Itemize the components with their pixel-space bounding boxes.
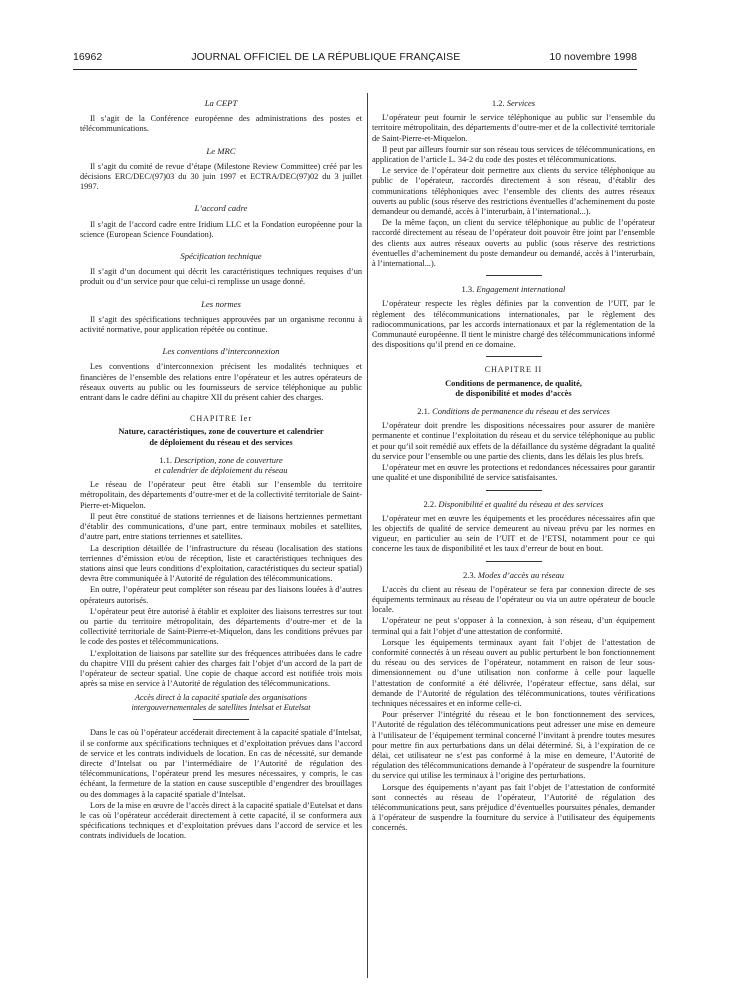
- paragraph: En outre, l’opérateur peut compléter son réseau par des liaisons louées à d’autres opérateurs autorisés.: [80, 585, 362, 605]
- subsection-title: Description, zone de couverture: [174, 454, 283, 465]
- subsection-heading-1-3: [372, 284, 655, 294]
- chapter-title-line: Nature, caractéristiques, zone de couverture et calendrier: [118, 427, 324, 437]
- chapter-title-line: Conditions de permanence, de qualité,: [445, 378, 582, 388]
- section-title-line: Accès direct à la capacité spatiale des organisations: [135, 693, 307, 703]
- section-rule: [486, 490, 542, 491]
- page-number: 16962: [73, 51, 103, 63]
- subsection-title: Services: [506, 98, 536, 108]
- paragraph: Lorsque des équipements n’ayant pas fait l’objet de l’attestation de conformité sont connectés au réseau de l’opérateur, l’Autorité de régulation des télécommunications peut, sans préjudice d’éventuelles poursuites pénales, demander à l’opérateur de suspendre la fourniture du service à l’utilisateur des équipements concernés.: [372, 782, 655, 833]
- subsection-heading-1-1: [80, 455, 362, 475]
- paragraph: L’opérateur peut être autorisé à établir et exploiter des liaisons terrestres sur tout ou partie du territoire métropolitain, des départements d’outre-mer et de la collectivité territoriale de Saint-Pierre-et-Miquelon, dans les conditions prévues par le code des postes et télécommunications.: [80, 606, 362, 647]
- section-title-mrc: Le MRC: [206, 145, 236, 156]
- paragraph: Les conventions d’interconnexion précisent les modalités techniques et financières de l’ensemble des relations entre l’opérateur et les autres opérateurs de réseaux ouverts au public ou les fournisseurs de service téléphonique au public entrant dans le cadre défini au chapitre XII du présent cahier des charges.: [80, 362, 362, 403]
- chapter-title: [372, 379, 655, 399]
- subsection-number: 2.2.: [423, 498, 437, 509]
- paragraph: Pour préserver l’intégrité du réseau et le bon fonctionnement des services, l’Autorité de régulation des télécommunications peut adresser une mise en demeure à l’utilisateur de l’équipement terminal concerné l’invitant à prendre toutes mesures pour mettre fin aux perturbations dans un délai déterminé. Si, à l’expiration de ce délai, cet utilisateur ne s’est pas conformé à la mise en demeure, l’Autorité de régulation des télécommunications demande à l’opérateur de suspendre la fourniture du service qui utilise les terminaux à l’origine des perturbations.: [372, 710, 655, 781]
- subsection-title: et calendrier de déploiement du réseau: [154, 465, 288, 476]
- paragraph: L’exploitation de liaisons par satellite sur des fréquences attribuées dans le cadre du chapitre VIII du présent cahier des charges fait l’objet d’un accord de la part de l’opérateur de secteur spatial. Une copie de chaque accord est notifiée trois mois après sa mise en service à l’Autorité de régulation des télécommunications.: [80, 648, 362, 689]
- section-title-cept: La CEPT: [204, 98, 238, 108]
- section-rule: [486, 561, 542, 562]
- subsection-number: 1.2.: [491, 98, 505, 108]
- subsection-heading-2-2: [372, 499, 655, 509]
- subsection-title: Disponibilité et qualité du réseau et des services: [438, 498, 604, 509]
- chapter-title: [80, 427, 362, 447]
- chapter-label: CHAPITRE Ier: [190, 414, 252, 424]
- header-rule: [73, 69, 637, 70]
- paragraph: Il peut par ailleurs fournir sur son réseau tous services de télécommunications, en application de l’article L. 34-2 du code des postes et télécommunications.: [372, 144, 655, 165]
- paragraph: Dans le cas où l’opérateur accéderait directement à la capacité spatiale d’Intelsat, il se conforme aux spécifications techniques et d’exploitation prévues dans l’accord de service et les contrats individuels de location. En cas de nécessité, sur demande directe d’Intelsat ou par l’intermédiaire de l’Autorité de régulation des télécommunications, l’opérateur prend les mesures nécessaires, y compris, le cas échéant, la fermeture de la station en cause susceptible d’engendrer des brouillages ou des dommages à la capacité spatiale d’Intelsat.: [80, 728, 362, 799]
- paragraph: Lors de la mise en œuvre de l’accès direct à la capacité spatiale d’Eutelsat et dans le cas où l’opérateur accéderait directement à cette capacité, il se conformera aux spécifications techniques et d’exploitation prévues dans l’accord de service et les contrats individuels de location.: [80, 800, 362, 841]
- subsection-heading-1-2: [372, 98, 655, 108]
- paragraph: L’opérateur peut fournir le service téléphonique au public sur l’ensemble du territoire métropolitain, des départements d’outre-mer et de la collectivité territoriale de Saint-Pierre-et-Miquelon.: [372, 113, 655, 143]
- chapter-title-line: de déploiement du réseau et des services: [149, 437, 293, 447]
- paragraph: Il s’agit du comité de revue d’étape (Milestone Review Committee) créé par les décisions ERC/DEC/(97)03 du 30 juin 1997 et ECTRA/DEC(97)02 du 3 juillet 1997.: [80, 161, 362, 192]
- paragraph: Il peut être constitué de stations terriennes et de liaisons hertziennes permettant d’établir des communications, d’une part, entre terminaux mobiles et satellites, d’autre part, entre stations terriennes et satellites.: [80, 511, 362, 542]
- section-title-line: intergouvernementales de satellites Intelsat et Eutelsat: [131, 703, 311, 713]
- subsection-number: 2.1.: [417, 406, 430, 417]
- section-rule: [193, 719, 249, 720]
- paragraph: L’opérateur met en œuvre les protections et redondances nécessaires pour garantir une qualité et une disponibilité de service satisfaisantes.: [372, 463, 655, 483]
- paragraph: Lorsque les équipements terminaux ayant fait l’objet de l’attestation de conformité connectés à un réseau ouvert au public perturbent le bon fonctionnement du réseau ou des services de l’opérateur, notamment en raison de leur sous-dimensionnement ou d’une utilisation non conforme à celle pour laquelle l’attestation de conformité a été délivrée, l’opérateur effectue, sans délai, sur demande de l’Autorité de régulation des télécommunications, toutes vérifications techniques nécessaires et en informe celle-ci.: [372, 637, 655, 708]
- subsection-title: Modes d’accès au réseau: [477, 569, 565, 580]
- paragraph: Il s’agit de la Conférence européenne des administrations des postes et télécommunications.: [80, 114, 362, 134]
- paragraph: Le réseau de l’opérateur peut être établi sur l’ensemble du territoire métropolitain, des départements d’outre-mer et de la collectivité territoriale de Saint-Pierre-et-Miquelon.: [80, 480, 362, 510]
- subsection-title: Conditions de permanence du réseau et des services: [432, 406, 610, 417]
- subsection-heading-2-3: [372, 570, 655, 580]
- chapter-title-line: de disponibilité et modes d’accès: [455, 388, 572, 398]
- subsection-number: 1.1.: [159, 454, 172, 465]
- column-divider: [367, 93, 368, 978]
- paragraph: L’opérateur doit prendre les dispositions nécessaires pour assurer de manière permanente et continue l’exploitation du réseau et du service téléphonique au public et pour qu’il soit remédié aux effets de la défaillance du système dégradant la qualité du service pour l’ensemble ou une partie des clients, dans les délais les plus brefs.: [372, 421, 655, 461]
- subsection-number: 1.3.: [461, 284, 475, 295]
- section-title-normes: Les normes: [201, 298, 241, 309]
- section-title-accord-cadre: L’accord cadre: [194, 203, 248, 214]
- issue-date: 10 novembre 1998: [549, 51, 637, 63]
- paragraph: L’opérateur met en œuvre les équipements et les procédures nécessaires afin que les objectifs de qualité de service demeurent au niveau prévu par les normes en vigueur, en particulier au sein de l’UIT et de l’ETSI, notamment pour ce qui concerne les taux de disponibilité et les taux d’erreur de bout en bout.: [372, 513, 655, 554]
- paragraph: Il s’agit des spécifications techniques approuvées par un organisme reconnu à activité normative, pour application répétée ou continue.: [80, 314, 362, 335]
- paragraph: L’accès du client au réseau de l’opérateur se fera par connexion directe de ses équipements terminaux au réseau de l’opérateur ou via un autre opérateur de boucle locale.: [372, 584, 655, 615]
- paragraph: L’opérateur respecte les règles définies par la convention de l’UIT, par le règlement des télécommunications internationales, par le règlement des radiocommunications, par les accords internationaux et par la réglementation de la Communauté européenne. Il tient le ministre chargé des télécommunications informé des dispositions qu’il prend en ce domaine.: [372, 299, 655, 350]
- paragraph: De la même façon, un client du service téléphonique au public de l’opérateur raccordé directement au réseau de l’opérateur doit pouvoir être joint par l’ensemble des clients aux autres réseaux ouverts au public (sous réserve des restrictions éventuelles d’acheminement du poste demandeur ou demandé, accès à l’interurbain, à l’international...).: [372, 218, 655, 269]
- left-column: [80, 98, 362, 843]
- section-rule: [486, 275, 542, 276]
- page-header: [73, 51, 637, 69]
- subsection-number: 2.3.: [462, 569, 476, 580]
- paragraph: Il s’agit d’un document qui décrit les caractéristiques techniques requises d’un produit ou d’un service pour que celui-ci remplisse un usage donné.: [80, 267, 362, 287]
- subsection-title: Engagement international: [476, 284, 566, 295]
- paragraph: Il s’agit de l’accord cadre entre Iridium LLC et la Fondation européenne pour la science (European Science Foundation).: [80, 219, 362, 239]
- section-title-conventions: Les conventions d’interconnexion: [162, 346, 280, 357]
- paragraph: Le service de l’opérateur doit permettre aux clients du service téléphonique au public de l’opérateur, raccordés directement à son réseau, d’établir des communications téléphoniques avec l’ensemble des clients des autres réseaux ouverts au public (sous réserve des restrictions éventuelles d’acheminement du poste demandeur ou demandé, accès à l’interurbain, à l’international...).: [372, 166, 655, 217]
- right-column: [372, 98, 655, 835]
- chapter-label: CHAPITRE II: [484, 365, 543, 375]
- subsection-heading-2-1: [372, 406, 655, 416]
- journal-title: JOURNAL OFFICIEL DE LA RÉPUBLIQUE FRANÇAISE: [191, 51, 461, 63]
- section-title-specification: Spécification technique: [180, 251, 262, 262]
- paragraph: La description détaillée de l’infrastructure du réseau (localisation des stations terriennes d’émission et/ou de réception, liste et caractéristiques techniques des stations ainsi que leurs conditions d’exploitation, caractéristiques du secteur spatial) devra être communiquée à l’Autorité de régulation des télécommunications.: [80, 543, 362, 584]
- section-title-acces-direct: [80, 693, 362, 713]
- paragraph: L’opérateur ne peut s’opposer à la connexion, à son réseau, d’un équipement terminal qui a fait l’objet d’une attestation de conformité.: [372, 616, 655, 636]
- section-rule: [486, 356, 542, 357]
